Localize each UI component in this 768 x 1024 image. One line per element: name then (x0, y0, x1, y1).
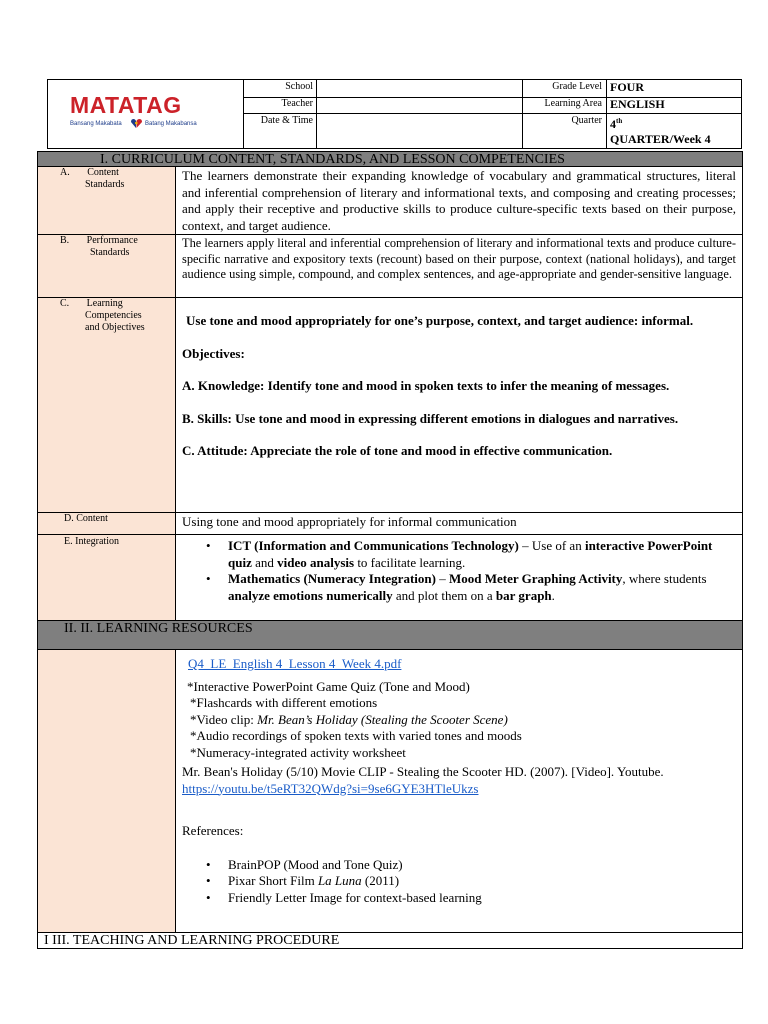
content-label: D. Content (38, 513, 176, 535)
section-1-header: I. CURRICULUM CONTENT, STANDARDS, AND LESSON COMPETENCIES (38, 152, 742, 167)
integration-math: • Mathematics (Numeracy Integration) – Mood Meter Graphing Activity, where students analyze emotions numerically and plot them on a bar graph. (206, 571, 707, 603)
quarter-label: Quarter (522, 114, 607, 148)
references-list (182, 857, 734, 907)
integration-content (176, 535, 742, 621)
resources-label-cell (38, 650, 176, 933)
performance-standards-text: The learners apply literal and inferential comprehension of literary and informational texts and produce culture-specific narrative and expository texts (recount) based on their purpose, context (national holidays), and target audience using simple, compound, and complex sentences, and age-appropriate and gender-sensitive language. (176, 235, 742, 298)
datetime-label: Date & Time (243, 114, 317, 148)
competencies-content (176, 298, 742, 513)
grade-level-label: Grade Level (522, 80, 607, 97)
learning-area-value: ENGLISH (610, 97, 665, 111)
video-citation: Mr. Bean's Holiday (5/10) Movie CLIP - Stealing the Scooter HD. (2007). [Video]. Youtube. https://youtu.be/t5eRT32QWdg?si=9se6GYE3HTleUkzs (182, 764, 664, 796)
hearts-logo-icon (130, 118, 143, 129)
section-2-header: II. II. LEARNING RESOURCES (38, 621, 742, 650)
logo-tagline-right: Batang Makabansa (145, 121, 197, 127)
resources-content (176, 650, 742, 933)
competency-text: Use tone and mood appropriately for one’s purpose, context, and target audience: informal. (186, 313, 694, 328)
datetime-value[interactable] (317, 114, 523, 148)
reference-item: • Pixar Short Film La Luna (2011) (206, 873, 400, 888)
objective-attitude: C. Attitude: Appreciate the role of tone and mood in effective communication. (182, 443, 613, 458)
performance-standards-label: B. Performance Standards (38, 235, 176, 298)
lesson-plan-table (37, 151, 743, 949)
quarter-week: QUARTER/Week 4 (610, 132, 711, 146)
competencies-label: C. Learning Competencies and Objectives (38, 298, 176, 513)
school-value[interactable] (317, 80, 523, 97)
bullet-icon: • (206, 873, 211, 888)
header-row-teacher (243, 97, 741, 114)
header-table (47, 79, 742, 149)
objective-knowledge: A. Knowledge: Identify tone and mood in spoken texts to infer the meaning of messages. (182, 378, 670, 393)
resource-flashcards: *Flashcards with different emotions (190, 695, 378, 710)
header-row-datetime (243, 114, 741, 148)
school-label: School (243, 80, 317, 97)
logo-tagline-left: Bansang Makabata (70, 121, 122, 127)
resource-ppt-quiz: *Interactive PowerPoint Game Quiz (Tone and Mood) (187, 678, 470, 694)
quarter-value (607, 114, 741, 148)
teacher-label: Teacher (243, 97, 317, 113)
integration-list (206, 538, 734, 604)
bullet-icon: • (206, 538, 211, 553)
youtube-link[interactable]: https://youtu.be/t5eRT32QWdg?si=9se6GYE3HTleUkzs (182, 780, 479, 796)
objectives-heading: Objectives: (182, 345, 245, 361)
reference-item: • Friendly Letter Image for context-based learning (206, 889, 482, 905)
objective-skills: B. Skills: Use tone and mood in expressing different emotions in dialogues and narratives. (182, 410, 679, 426)
learning-area-label: Learning Area (522, 97, 607, 113)
integration-ict: • ICT (Information and Communications Technology) – Use of an interactive PowerPoint quiz and video analysis to facilitate learning. (206, 538, 713, 570)
bullet-icon: • (206, 856, 211, 872)
bullet-icon: • (206, 571, 211, 586)
lesson-pdf-link[interactable]: Q4_LE_English 4_Lesson 4_Week 4.pdf (188, 656, 402, 671)
reference-item: • BrainPOP (Mood and Tone Quiz) (206, 856, 403, 872)
content-standards-text: The learners demonstrate their expanding knowledge of vocabulary and grammatical structures, literal and inferential comprehension of literary and informational texts, and composing and creating processes; and apply their receptive and productive skills to produce culture-specific texts based on their purpose, context, and target audience. (176, 167, 742, 235)
bullet-icon: • (206, 889, 211, 905)
resource-worksheet: *Numeracy-integrated activity worksheet (190, 744, 406, 760)
quarter-number: 4 (610, 117, 616, 131)
grade-level-value: FOUR (610, 80, 644, 94)
resource-video-clip: *Video clip: Mr. Bean’s Holiday (Stealing the Scooter Scene) (190, 711, 508, 727)
header-row-school (243, 80, 741, 98)
teacher-value[interactable] (317, 97, 523, 113)
references-heading: References: (182, 823, 244, 838)
resource-audio: *Audio recordings of spoken texts with varied tones and moods (190, 728, 522, 743)
section-3-header: I III. TEACHING AND LEARNING PROCEDURE (44, 933, 340, 948)
matatag-logo: MATATAG (70, 92, 182, 118)
integration-label: E. Integration (38, 535, 176, 621)
content-text: Using tone and mood appropriately for informal communication (176, 513, 742, 535)
quarter-suffix: th (616, 117, 623, 125)
content-standards-label: A. Content Standards (38, 167, 176, 235)
logo-cell (48, 80, 244, 148)
